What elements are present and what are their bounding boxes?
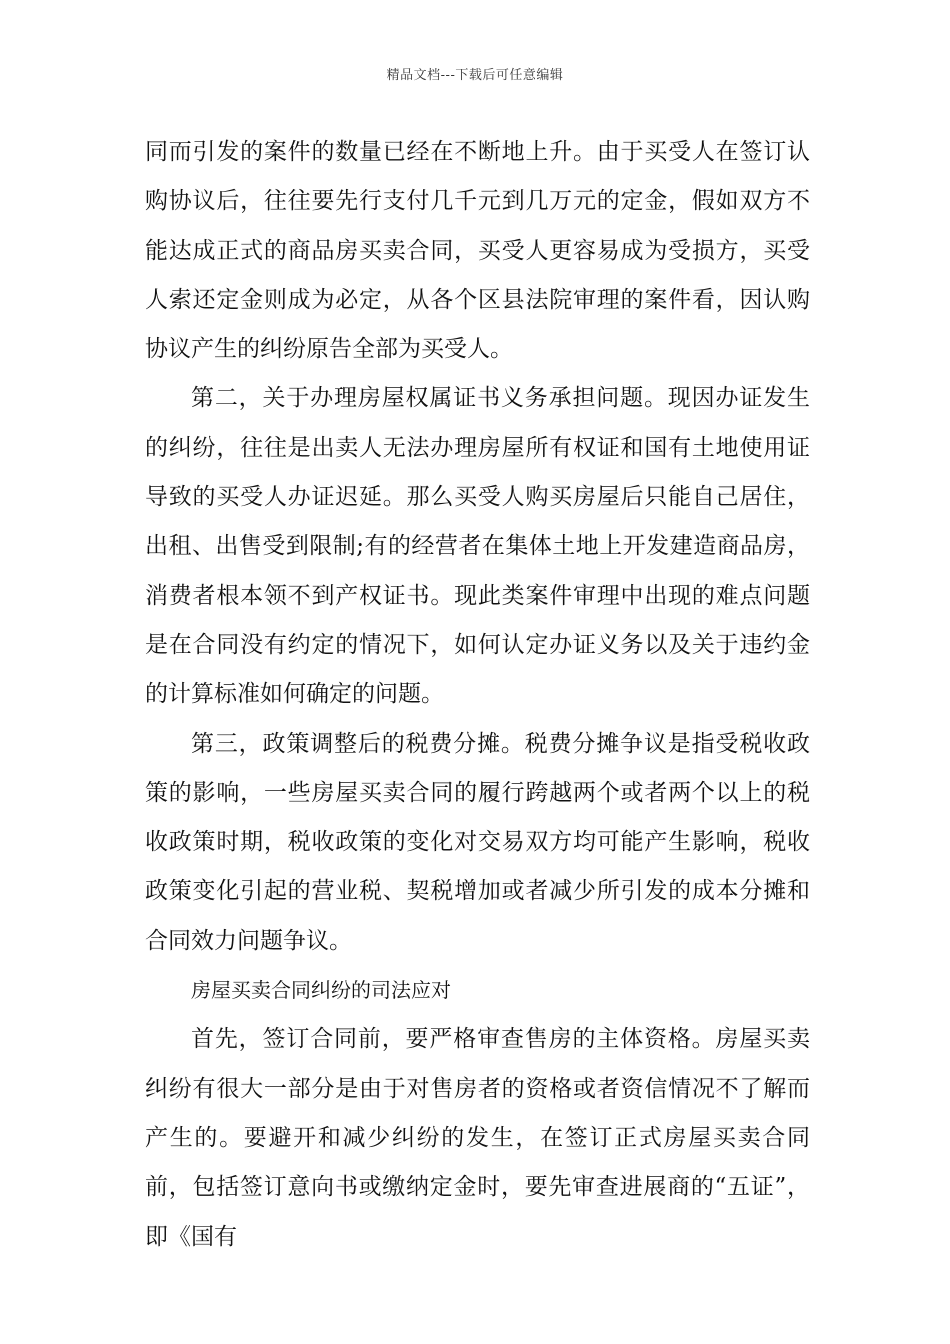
- paragraph-continuation: 同而引发的案件的数量已经在不断地上升。由于买受人在签订认购协议后，往往要先行支付几千元到几万元的定金，假如双方不能达成正式的商品房买卖合同，买受人更容易成为受损方，买受人索还定金则成为必定，从各个区县法院审理的案件看，因认购协议产生的纠纷原告全部为买受人。: [145, 139, 810, 363]
- document-body: [145, 128, 810, 1262]
- paragraph-first-measure: 首先，签订合同前，要严格审查售房的主体资格。房屋买卖纠纷有很大一部分是由于对售房者的资格或者资信情况不了解而产生的。要避开和减少纠纷的发生，在签订正式房屋买卖合同前，包括签订意向书或缴纳定金时，要先审查进展商的“五证”，即《国有: [145, 1026, 810, 1250]
- paragraph-second-point: 第二，关于办理房屋权属证书义务承担问题。现因办证发生的纠纷，往往是出卖人无法办理房屋所有权证和国有土地使用证导致的买受人办证迟延。那么买受人购买房屋后只能自己居住，出租、出售受到限制;有的经营者在集体土地上开发建造商品房，消费者根本领不到产权证书。现此类案件审理中出现的难点问题是在合同没有约定的情况下，如何认定办证义务以及关于违约金的计算标准如何确定的问题。: [145, 385, 810, 708]
- paragraph-third-point: 第三，政策调整后的税费分摊。税费分摊争议是指受税收政策的影响，一些房屋买卖合同的履行跨越两个或者两个以上的税收政策时期，税收政策的变化对交易双方均可能产生影响，税收政策变化引起的营业税、契税增加或者减少所引发的成本分摊和合同效力问题争议。: [145, 730, 810, 954]
- section-heading: 房屋买卖合同纠纷的司法应对: [191, 978, 451, 1003]
- page-header: 精品文档---下载后可任意编辑: [386, 68, 564, 83]
